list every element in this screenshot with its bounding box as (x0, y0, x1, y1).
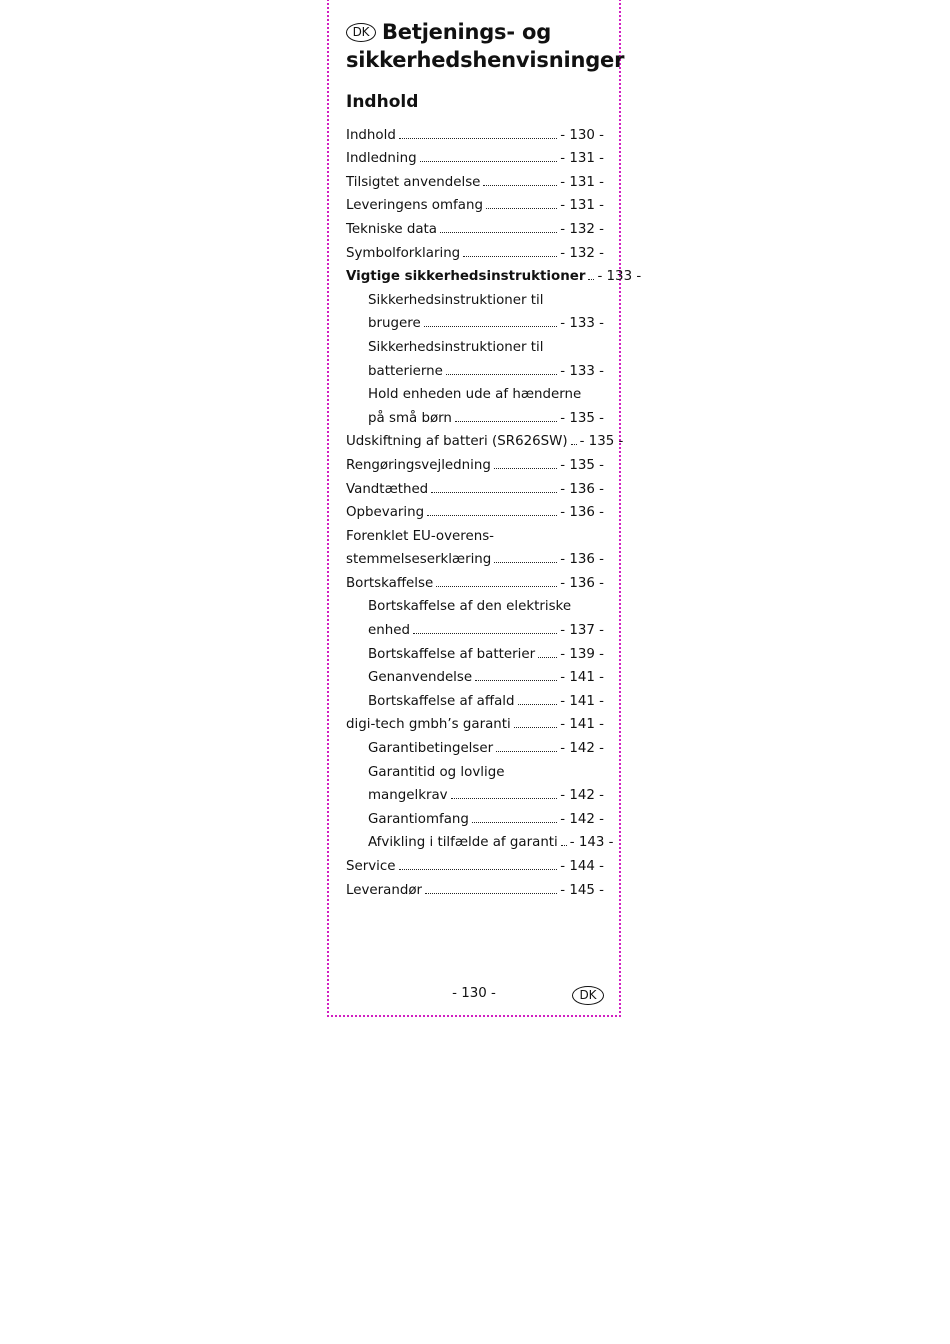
toc-entry-label: Vandtæthed (346, 481, 429, 497)
toc-entry-page: - 133 - (560, 316, 604, 332)
toc-entry-label: Tekniske data (346, 221, 438, 237)
toc-entry[interactable] (346, 638, 604, 662)
toc-entry-label: Garantiomfang (368, 811, 469, 827)
toc-entry[interactable] (346, 473, 604, 497)
toc-entry[interactable] (346, 426, 624, 450)
toc-entry[interactable] (346, 213, 604, 237)
toc-entry[interactable] (346, 803, 604, 827)
dot-leader (494, 562, 557, 563)
toc-entry-label: Bortskaffelse af batterier (368, 646, 536, 662)
dot-leader (463, 256, 557, 257)
dot-leader (538, 657, 557, 658)
toc-entry-label: Bortskaffelse af den elektriske (368, 599, 572, 615)
toc-entry-page: - 133 - (560, 363, 604, 379)
toc-entry-label: Forenklet EU-overens- (346, 528, 495, 544)
toc-entry-page: - 133 - (597, 269, 642, 285)
toc-entry-label: digi-tech gmbh’s garanti (346, 717, 511, 733)
toc-entry[interactable] (346, 402, 604, 426)
toc-entry[interactable] (346, 591, 604, 615)
toc-entry[interactable] (346, 662, 604, 686)
toc-entry-label: enhed (368, 623, 410, 639)
toc-entry-page: - 132 - (560, 221, 604, 237)
toc-entry[interactable] (346, 449, 604, 473)
toc-entry[interactable] (346, 497, 604, 521)
toc-entry-page: - 145 - (560, 882, 604, 898)
toc-entry-label: Bortskaffelse af affald (368, 693, 515, 709)
dot-leader (425, 893, 557, 894)
toc-entry-page: - 136 - (560, 552, 604, 568)
toc-entry-label: Garantibetingelser (368, 741, 494, 757)
toc-entry-label: Hold enheden ude af hænderne (368, 387, 582, 403)
dot-leader (399, 138, 557, 139)
toc-entry-label: Garantitid og lovlige (368, 764, 505, 780)
dot-leader (496, 751, 557, 752)
toc-entry[interactable] (346, 355, 604, 379)
toc-entry-page: - 131 - (560, 198, 604, 214)
footer-language-badge: DK (572, 986, 604, 1005)
dot-leader (427, 515, 557, 516)
toc-entry[interactable] (346, 520, 604, 544)
toc-entry-label: batterierne (368, 363, 443, 379)
toc-entry-label: Bortskaffelse (346, 575, 434, 591)
dot-leader (561, 845, 567, 846)
toc-entry-page: - 141 - (560, 717, 604, 733)
document-content (346, 18, 642, 898)
title-line-1: Betjenings- og (382, 20, 552, 44)
toc-entry-page: - 130 - (560, 127, 604, 143)
toc-entry-page: - 142 - (560, 788, 604, 804)
dot-leader (420, 161, 558, 162)
toc-entry[interactable] (346, 190, 604, 214)
dot-leader (399, 869, 558, 870)
toc-entry-page: - 131 - (560, 174, 604, 190)
dot-leader (494, 468, 557, 469)
dot-leader (571, 444, 577, 445)
title-line-2: sikkerhedshenvisninger (346, 48, 625, 72)
dot-leader (446, 374, 557, 375)
toc-entry-page: - 131 - (560, 151, 604, 167)
toc-entry-page: - 142 - (560, 741, 604, 757)
toc-entry[interactable] (346, 614, 604, 638)
dot-leader (424, 326, 558, 327)
toc-entry[interactable] (346, 331, 604, 355)
toc-entry-label: på små børn (368, 410, 452, 426)
toc-entry[interactable] (346, 732, 604, 756)
toc-entry[interactable] (346, 850, 604, 874)
toc-entry-label: Genanvendelse (368, 670, 473, 686)
toc-entry-label: Afvikling i tilfælde af garanti (368, 835, 558, 851)
toc-entry[interactable] (346, 379, 604, 403)
toc-entry[interactable] (346, 827, 614, 851)
toc-entry-label: Udskiftning af batteri (SR626SW) (346, 434, 568, 450)
dot-leader (472, 822, 557, 823)
toc-entry-label: mangelkrav (368, 788, 448, 804)
dot-leader (486, 208, 557, 209)
toc-entry-page: - 132 - (560, 245, 604, 261)
contents-heading: Indhold (346, 92, 419, 112)
toc-entry-label: Opbevaring (346, 505, 425, 521)
toc-entry[interactable] (346, 685, 604, 709)
toc-entry-label: Symbolforklaring (346, 245, 461, 261)
page-number: - 130 - (452, 986, 496, 1001)
toc-entry[interactable] (346, 709, 604, 733)
toc-entry[interactable] (346, 119, 604, 143)
dot-leader (518, 704, 558, 705)
toc-entry-label: Service (346, 859, 396, 874)
toc-entry-page: - 136 - (560, 575, 604, 591)
language-badge: DK (346, 23, 376, 42)
toc-entry-label: Indhold (346, 127, 396, 143)
toc-entry-page: - 136 - (560, 481, 604, 497)
toc-entry-page: - 136 - (560, 505, 604, 521)
dot-leader (413, 633, 557, 634)
table-of-contents (346, 119, 642, 898)
toc-entry-label: Sikkerhedsinstruktioner til (368, 292, 544, 308)
toc-entry-label: Leverandør (346, 882, 423, 898)
toc-entry[interactable] (346, 780, 604, 804)
dot-leader (436, 586, 557, 587)
dot-leader (483, 185, 557, 186)
dot-leader (455, 421, 557, 422)
toc-entry[interactable] (346, 308, 604, 332)
toc-entry-label: Rengøringsvejledning (346, 457, 491, 473)
toc-entry-page: - 135 - (560, 410, 604, 426)
toc-entry[interactable] (346, 237, 604, 261)
toc-entry[interactable] (346, 756, 604, 780)
toc-entry-page: - 142 - (560, 811, 604, 827)
dot-leader (475, 680, 557, 681)
toc-entry-label: Sikkerhedsinstruktioner til (368, 339, 544, 355)
toc-entry-page: - 144 - (560, 859, 604, 874)
toc-entry-page: - 141 - (560, 670, 604, 686)
toc-entry-label: brugere (368, 316, 421, 332)
toc-entry-page: - 137 - (560, 623, 604, 639)
dot-leader (514, 727, 557, 728)
toc-entry-page: - 135 - (579, 434, 624, 450)
toc-entry-label: stemmelseserklæring (346, 552, 492, 568)
page-title (346, 18, 625, 74)
toc-entry-label: Vigtige sikkerhedsinstruktioner (346, 269, 586, 285)
dot-leader (440, 232, 557, 233)
dot-leader (431, 492, 557, 493)
toc-entry[interactable] (346, 567, 604, 591)
toc-entry-label: Tilsigtet anvendelse (346, 174, 481, 190)
toc-entry-page: - 139 - (560, 646, 604, 662)
toc-entry-page: - 135 - (560, 457, 604, 473)
toc-entry-label: Indledning (346, 151, 417, 167)
dot-leader (588, 279, 594, 280)
toc-entry[interactable] (346, 143, 604, 167)
toc-entry-page: - 141 - (560, 693, 604, 709)
toc-entry[interactable] (346, 261, 642, 285)
toc-entry[interactable] (346, 544, 604, 568)
toc-entry-label: Leveringens omfang (346, 198, 483, 214)
toc-entry[interactable] (346, 166, 604, 190)
toc-entry[interactable] (346, 284, 604, 308)
dot-leader (451, 798, 558, 799)
toc-entry[interactable] (346, 874, 604, 898)
toc-entry-page: - 143 - (569, 835, 614, 851)
